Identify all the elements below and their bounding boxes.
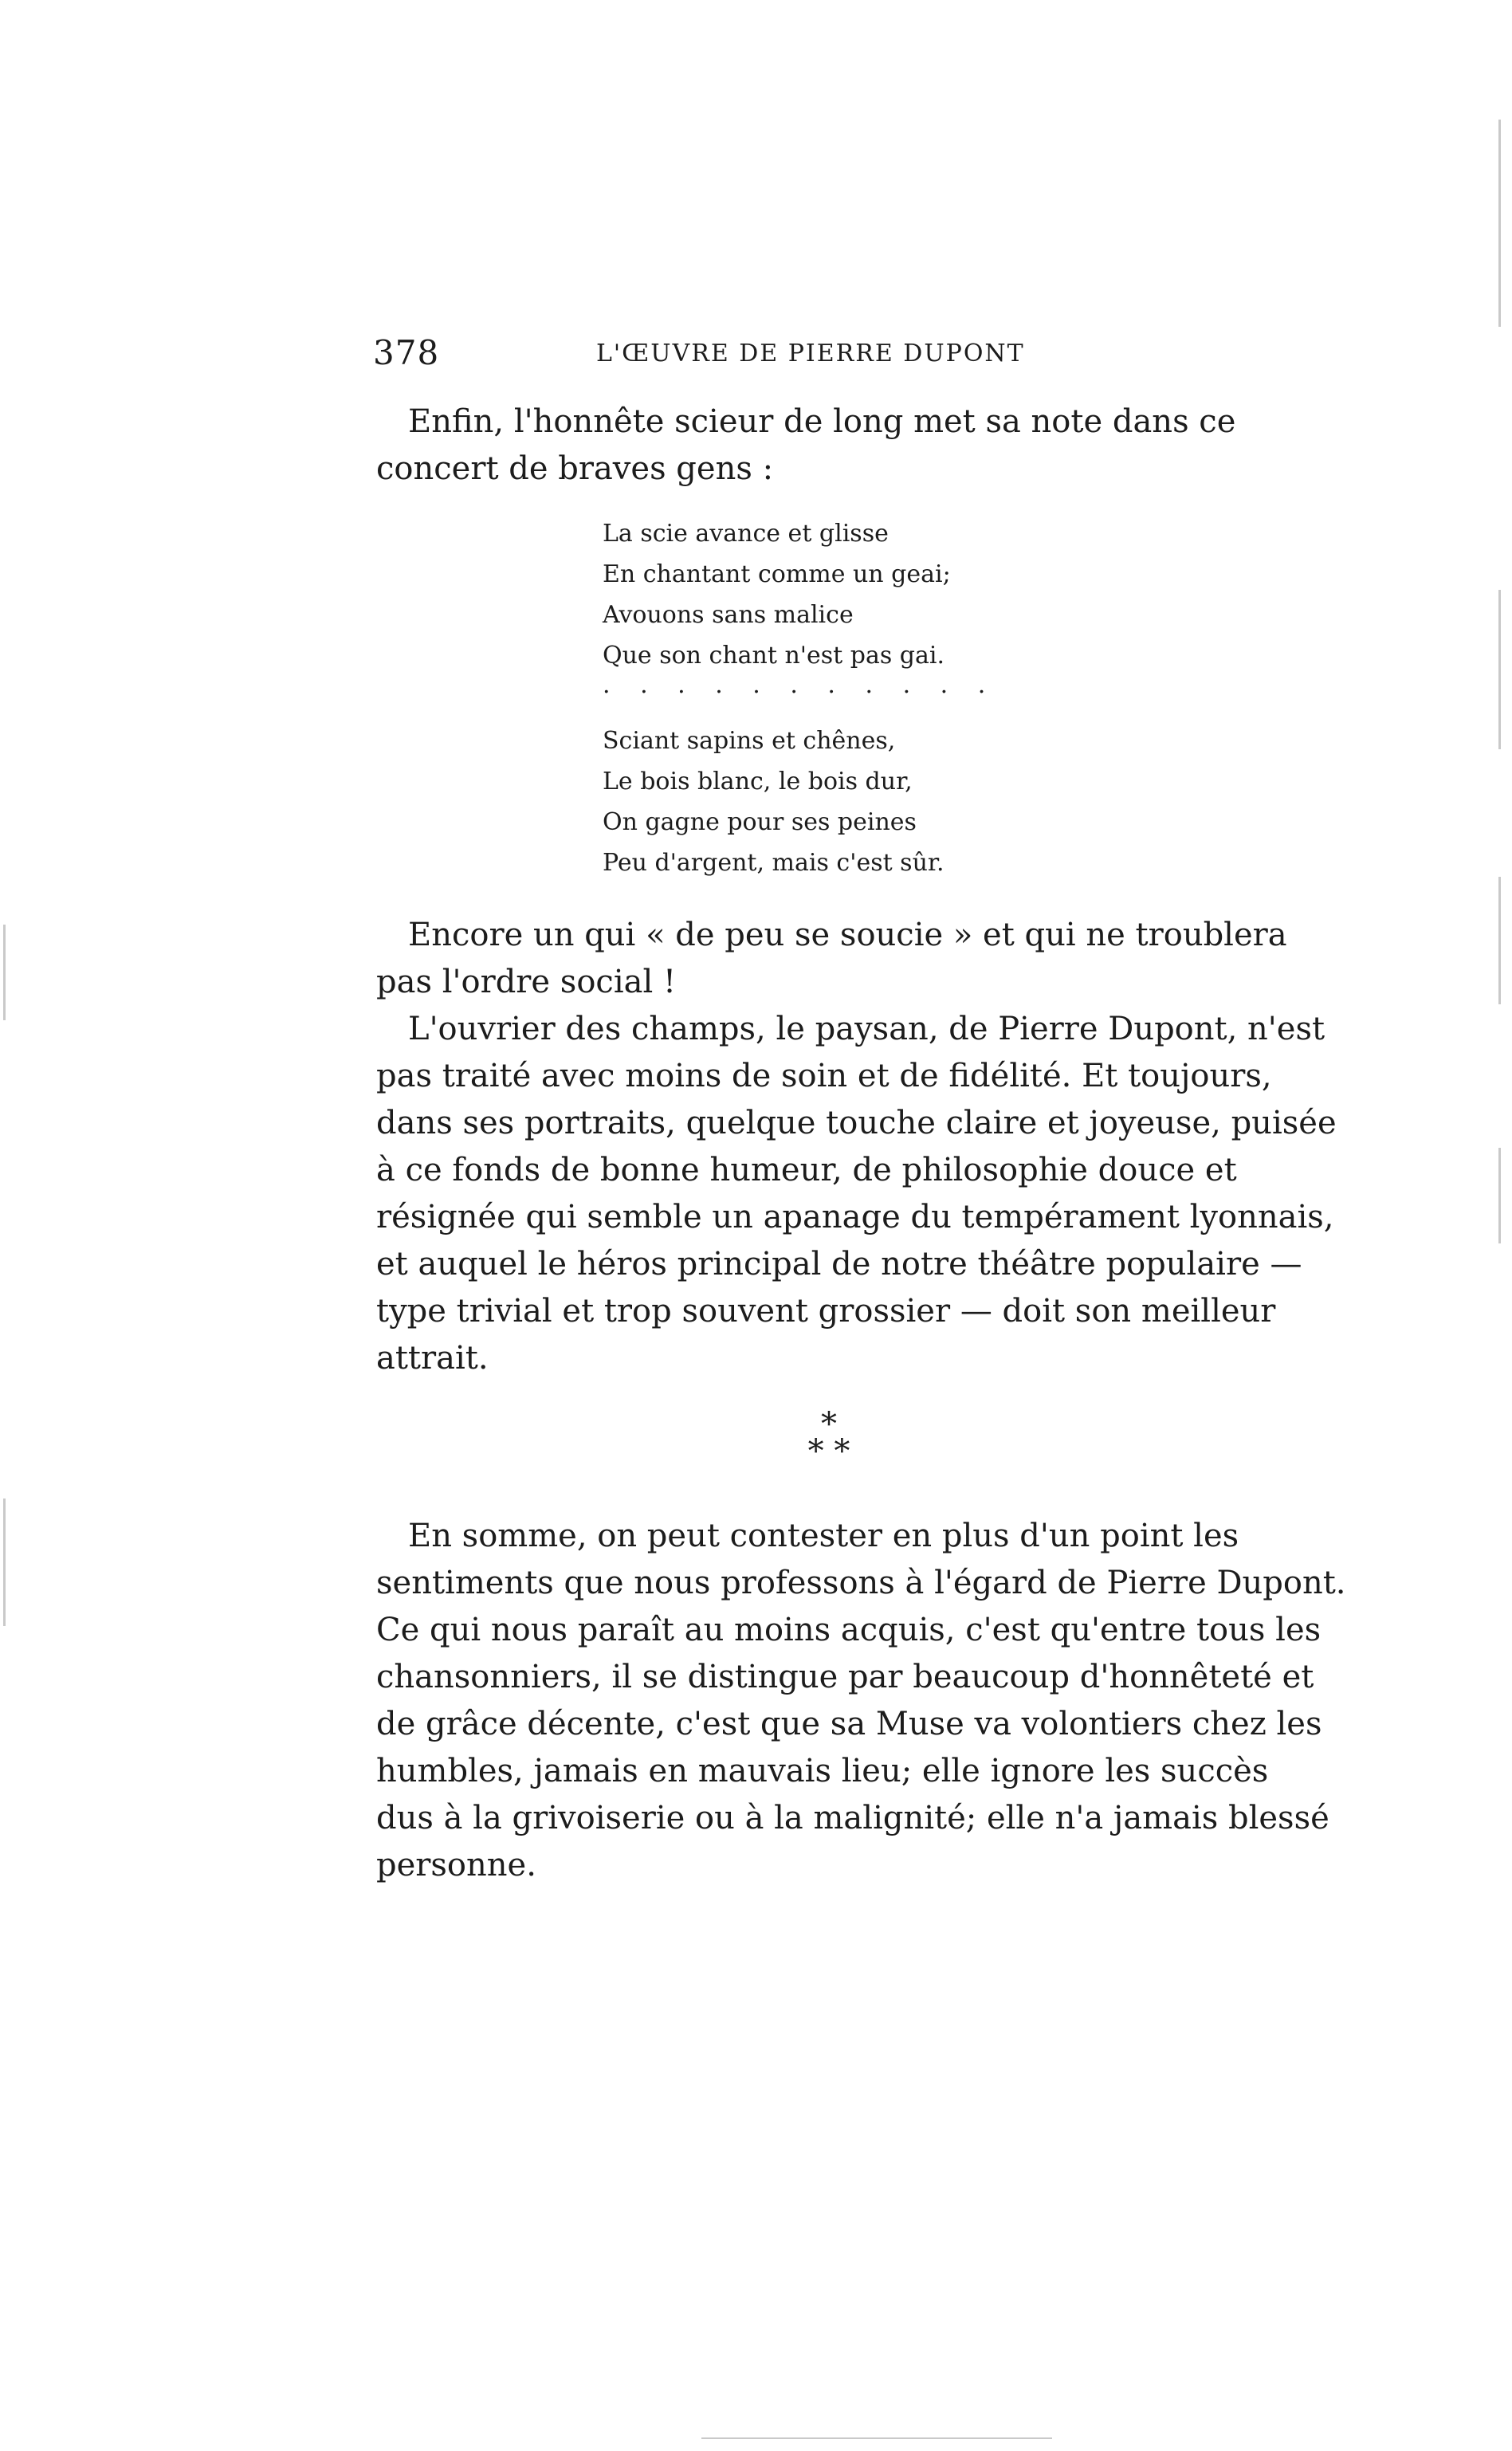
running-title: L'ŒUVRE DE PIERRE DUPONT [596,340,1025,367]
scan-edge-mark [1498,120,1501,327]
section-break-asterism [781,1406,877,1470]
text-line: Encore un qui « de peu se soucie » et qui ne troublera [408,917,1287,953]
scan-edge-mark [1498,1148,1501,1243]
verse-line: Sciant sapins et chênes, [603,727,896,755]
text-line: humbles, jamais en mauvais lieu; elle ignore les succès [376,1753,1269,1789]
text-line: de grâce décente, c'est que sa Muse va volontiers chez les [376,1706,1322,1742]
verse-line: On gagne pour ses peines [603,808,917,836]
verse-line: La scie avance et glisse [603,520,889,548]
verse-line: Peu d'argent, mais c'est sûr. [603,849,945,877]
asterism-bottom: * * [807,1433,850,1470]
text-line: pas l'ordre social ! [376,964,677,1000]
verse-stanza-1 [603,513,951,676]
text-line: à ce fonds de bonne humeur, de philosophie douce et [376,1152,1237,1188]
paragraph-2 [376,912,1287,1006]
text-line: sentiments que nous professons à l'égard de Pierre Dupont. [376,1565,1346,1601]
page-number: 378 [373,333,440,372]
text-line: Ce qui nous paraît au moins acquis, c'est qu'entre tous les [376,1612,1322,1648]
verse-line: Le bois blanc, le bois dur, [603,768,913,795]
text-line: dus à la grivoiserie ou à la malignité; elle n'a jamais blessé [376,1800,1329,1836]
scan-edge-mark [3,1498,6,1626]
text-line: résignée qui semble un apanage du tempérament lyonnais, [376,1199,1334,1235]
text-line: dans ses portraits, quelque touche claire et joyeuse, puisée [376,1105,1337,1141]
verse-ellipsis: . . . . . . . . . . . [603,671,997,699]
paragraph-4 [376,1513,1346,1889]
verse-line: Avouons sans malice [603,601,854,629]
verse-stanza-2 [603,721,944,883]
text-line: chansonniers, il se distingue par beaucoup d'honnêteté et [376,1659,1314,1695]
scan-edge-mark [3,925,6,1020]
scan-edge-mark [701,2437,1052,2439]
text-line: L'ouvrier des champs, le paysan, de Pierre Dupont, n'est [408,1011,1325,1047]
text-line: Enfin, l'honnête scieur de long met sa note dans ce [408,403,1236,440]
paragraph-1 [376,399,1236,493]
text-line: attrait. [376,1340,489,1377]
text-line: et auquel le héros principal de notre théâtre populaire — [376,1246,1302,1282]
scan-edge-mark [1498,877,1501,1004]
text-line: personne. [376,1847,536,1883]
text-line: concert de braves gens : [376,450,774,487]
text-line: pas traité avec moins de soin et de fidélité. Et toujours, [376,1058,1272,1094]
text-line: En somme, on peut contester en plus d'un point les [408,1518,1239,1554]
verse-line: En chantant comme un geai; [603,560,951,588]
verse-line: Que son chant n'est pas gai. [603,642,945,670]
paragraph-3 [376,1006,1337,1382]
asterism-top: * [821,1406,837,1443]
text-line: type trivial et trop souvent grossier — doit son meilleur [376,1293,1276,1330]
scan-edge-mark [1498,590,1501,749]
